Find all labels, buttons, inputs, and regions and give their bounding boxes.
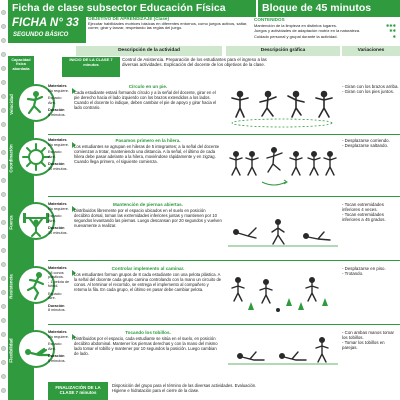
materials: Materiales No requiere. Espacio Aire. Duración 10 minutos.	[48, 202, 69, 235]
activity-variations: - Desplazarse corriendo. - Desplazarse saltando.	[342, 138, 390, 148]
row-divider	[48, 196, 400, 197]
materials: Materiales - 8 conos plásticos. - 1 pelota de fútbol. Espacio Aire. Duración 8 minutos.	[48, 266, 70, 312]
vertical-label: Velocidad	[8, 93, 14, 115]
header-variations: Variaciones	[342, 46, 400, 56]
activity-title: Mantención de piernas abiertas.	[113, 202, 183, 207]
activity-row	[48, 202, 400, 258]
contents-title: CONTENIDOS	[254, 17, 285, 22]
activity-row	[48, 84, 400, 132]
rating-stars: ✱✱✱	[385, 22, 396, 28]
activity-graphic	[226, 138, 340, 192]
vertical-label: Coordinación	[8, 143, 14, 173]
activity-graphic	[226, 266, 340, 320]
row-divider	[48, 134, 400, 135]
materials: Materiales No requiere. Espacio Aire. Duración 5 minutos.	[48, 330, 69, 363]
rating-stars: ✱✱	[389, 28, 396, 33]
capacity-label: Capacidad física abordada	[11, 58, 31, 71]
inicio-label: INICIO DE LA CLASE 7 minutos	[62, 57, 120, 77]
ficha-number: FICHA N° 33	[12, 17, 79, 29]
row-divider	[48, 324, 400, 325]
activity-row	[48, 138, 400, 194]
header-graphic: Descripción gráfica	[226, 46, 340, 56]
activity-description: Círculo en un pie. Cada estudiante estará formando círculo y a la señal del docente, girar en el pie derecho hacia el lado izquierdo con los brazos extendidos a los lados. Cuando el docente lo indique, deben cambiar el pie de apoyo y girar hacia el lado contrario.	[74, 84, 222, 112]
activity-description: Tocando los tobillos. Distribuidos por el espacio, cada estudiante se sitúa en el suelo, en posición decúbito abdominal. Mantener los piernas derechas y con la mano del mismo lado tomar el tobillo y mantener por 10 segundos la posición. Luego cambian de lado.	[74, 330, 222, 358]
activity-description: Controlar implemento al caminar. Los estudiantes forman grupos de 8 cada estudiante con una pelota plástica. A la señal del docente cada grupo camina controlando con la mano un circuito de conos. Al terminar el recorrido, se entrega el implemento al compañero y retoma la fila. En cada grupo, el último en pasar debe cambiar pelota.	[74, 266, 222, 292]
activity-variations: - Giran con los brazos arriba. - Giran con los pies juntos.	[342, 84, 399, 94]
objective-title: OBJETIVO DE APRENDIZAJE (Clase)	[88, 17, 170, 21]
activity-variations: - Tocan extremidades inferiores 4 veces. - Tocan extremidades inferiores a 45 grados.	[342, 202, 386, 222]
learning-objective	[88, 17, 250, 43]
activity-description: Pasamos primero en la hilera. Los estudiantes se agrupan en hileras de 5 integrantes; a la señal del docente comienzan a trotar, manteniendo una distancia. A la señal, el último de cada hilera debe pasar adelante a la hilera, moviéndose rápidamente y en zigzag. Cuando llega primero, el siguiente comienza.	[74, 138, 222, 166]
ficha-box	[8, 17, 86, 43]
sheet-title: Ficha de clase subsector Educación Física	[8, 0, 256, 17]
finalization-label: FINALIZACIÓN DE LA CLASE 7 minutos	[48, 382, 108, 400]
activity-row	[48, 266, 400, 322]
activity-description: Mantención de piernas abiertas. Distribuidos libremente por el espacio ubicados en el suelo en posición decúbito dorsal, toman las extremidades inferiores juntas y mantienen por 10 segundos levantando las piernas. Luego descansan por 20 segundos y vuelven nuevamente a realizar.	[74, 202, 222, 228]
intro-text: Control de Asistencia. Preparación de los estudiantes para el ingreso a las diversas actividades. Explicación del docente de los objetivos de la clase.	[122, 57, 267, 67]
objective-text: Ejecutar habilidades motrices básicas en diferentes entornos, como juegos activos, saltar, correr, girar y lanzar, respetando las reglas del juego.	[88, 20, 248, 31]
activity-graphic	[226, 84, 340, 130]
activity-graphic	[226, 202, 340, 256]
contents	[254, 17, 400, 43]
vertical-label: Fuerza	[8, 214, 14, 230]
vertical-label: Flexibilidad	[8, 337, 14, 363]
activity-title: Controlar implemento al caminar.	[111, 266, 185, 271]
row-divider	[48, 260, 400, 261]
rating-stars: ✱	[392, 33, 396, 39]
activity-variations: - Desplazarse en piso. - Trotando.	[342, 266, 386, 276]
content-item: Mantención de la limpieza en distintos lugares. ✱✱✱	[254, 23, 400, 29]
materials: Materiales No requiere. Espacio Aire. Duración 10 minutos.	[48, 138, 69, 171]
activity-row	[48, 330, 400, 378]
activity-title: Pasamos primero en la hilera.	[115, 138, 181, 143]
block-duration: Bloque de 45 minutos	[258, 0, 400, 17]
content-item: Cuidado personal y grupal durante la actividad. ✱	[254, 34, 400, 40]
vertical-label: Resistencia	[8, 273, 14, 299]
activity-title: Tocando los tobillos.	[125, 330, 171, 335]
materials: Materiales No requiere. Espacio Aire. Duración 8 minutos.	[48, 84, 69, 117]
finalization-text: Disposición del grupo para el término de las diversas actividades. Evaluación. Higiene e hidratación para el cierre de la clase.	[112, 383, 257, 393]
grade-level: SEGUNDO BÁSICO	[13, 32, 69, 38]
header-description: Descripción de la actividad	[76, 46, 222, 56]
activity-title: Círculo en un pie.	[128, 84, 168, 89]
activity-variations: - Con ambas manos tomar los tobillos. - Tomar los tobillos en parejas.	[342, 330, 394, 350]
content-item: Juegos y actividades de adaptación motriz en la naturaleza. ✱✱	[254, 28, 400, 34]
activity-graphic	[226, 330, 340, 376]
